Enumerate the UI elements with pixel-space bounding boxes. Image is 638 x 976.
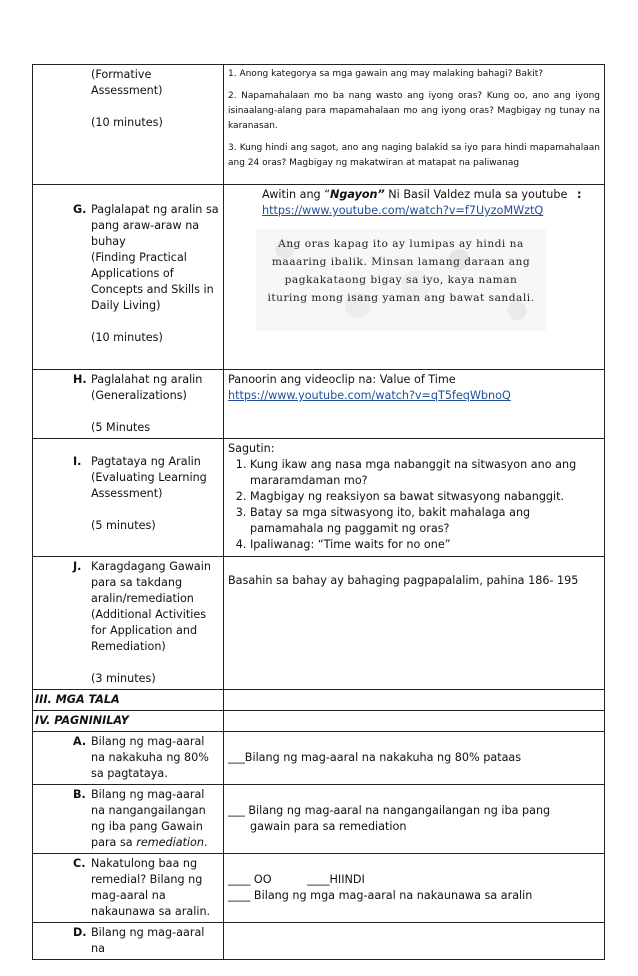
g-intro <box>262 187 600 203</box>
row-letter: D. <box>73 926 87 939</box>
table-row <box>33 690 605 711</box>
a-content-cell <box>224 732 605 785</box>
formative-questions-cell <box>224 65 605 185</box>
intro-colon: : <box>576 188 582 201</box>
empty-cell <box>224 923 605 960</box>
j-title: Karagdagang Gawain para sa takdang aralin/remediation (Additional Activities for Application and Remediation) <box>91 560 211 653</box>
j-left-cell <box>33 557 224 690</box>
a-title: Bilang ng mag-aaral na nakakuha ng 80% sa pagtataya. <box>91 735 209 780</box>
question-1: 1. Anong kategorya sa mga gawain ang may malaking bahagi? Bakit? <box>228 69 543 79</box>
i-title: Pagtataya ng Aralin (Evaluating Learning Assessment) <box>91 455 207 500</box>
b-title-end: . <box>203 836 208 849</box>
h-title: Paglalahat ng aralin (Generalizations) <box>91 373 203 402</box>
b-title: Bilang ng mag-aaral na nangangailangan ng iba pang Gawain para sa <box>91 788 206 849</box>
row-letter: A. <box>73 735 87 748</box>
list-item: 1. Kung ikaw ang nasa mga nabanggit na sitwasyon ano ang mararamdaman mo? <box>250 457 600 489</box>
row-letter: H. <box>73 373 87 386</box>
table-row <box>33 370 605 439</box>
table-row <box>33 185 605 370</box>
table-row <box>33 923 605 960</box>
table-row <box>33 732 605 785</box>
h-content-cell <box>224 370 605 439</box>
b-content-cell <box>224 785 605 854</box>
h-text: Panoorin ang videoclip na: Value of Time <box>228 373 456 386</box>
table-row <box>33 854 605 923</box>
youtube-link[interactable]: https://www.youtube.com/watch?v=qT5feqWbnoQ <box>228 389 511 402</box>
d-title: Bilang ng mag-aaral na <box>91 926 205 955</box>
a-text: ___Bilang ng mag-aaral na nakakuha ng 80% pataas <box>228 751 522 764</box>
list-item: 2. Magbigay ng reaksiyon sa bawat sitwasyong nabanggit. <box>250 489 600 505</box>
question-3: 3. Kung hindi ang sagot, ano ang naging balakid sa iyo para hindi mapamahalaan ang 24 oras? Magbigay ng makatwiran at matapat na paliwanag <box>228 143 600 168</box>
j-time: (3 minutes) <box>91 672 156 685</box>
g-title: Paglalapat ng aralin sa pang araw-araw na buhay <box>91 203 219 248</box>
b-title-italic: remediation <box>136 836 204 849</box>
section-heading: IV. PAGNINILAY <box>33 711 224 732</box>
c-left-cell <box>33 854 224 923</box>
banner-quote: Ang oras kapag ito ay lumipas ay hindi na maaaring ibalik. Minsan lamang daraan ang pagkakataong bigay sa iyo, kaya naman ituring mong isang yaman ang bawat sandali. <box>267 238 535 304</box>
i-time: (5 minutes) <box>91 519 156 532</box>
row-letter: C. <box>73 857 86 870</box>
row-letter: I. <box>73 455 82 468</box>
empty-cell <box>224 711 605 732</box>
h-time: (5 Minutes <box>91 421 151 434</box>
row-letter: J. <box>73 560 82 573</box>
intro-text: Ni Basil Valdez mula sa youtube <box>384 188 568 201</box>
g-time: (10 minutes) <box>91 331 163 344</box>
question-2: 2. Napamahalaan mo ba nang wasto ang iyong oras? Kung oo, ano ang iyong isinaalang-alang para mapamahalaan mo ang iyong oras? Magbigay ng tunay na karanasan. <box>228 91 600 131</box>
table-row <box>33 785 605 854</box>
table-row <box>33 439 605 557</box>
table-row <box>33 711 605 732</box>
h-left-cell <box>33 370 224 439</box>
quote-banner-image <box>256 229 546 331</box>
list-item: 3. Batay sa mga sitwasyong ito, bakit mahalaga ang pamamahala ng paggamit ng oras? <box>250 505 600 537</box>
g-subtitle: (Finding Practical Applications of Concepts and Skills in Daily Living) <box>91 251 214 312</box>
j-text: Basahin sa bahay ay bahaging pagpapalalim, pahina 186- 195 <box>228 574 579 587</box>
d-left-cell <box>33 923 224 960</box>
list-item: 4. Ipaliwanag: “Time waits for no one” <box>250 537 600 553</box>
c-line-1: ____ OO ____HIINDI <box>228 873 365 886</box>
j-content-cell <box>224 557 605 690</box>
table-row <box>33 557 605 690</box>
g-content-cell <box>224 185 605 370</box>
formative-left-cell <box>33 65 224 185</box>
row-letter: B. <box>73 788 86 801</box>
table-row <box>33 65 605 185</box>
lesson-plan-table <box>32 64 605 960</box>
a-left-cell <box>33 732 224 785</box>
formative-time: (10 minutes) <box>91 116 163 129</box>
i-left-cell <box>33 439 224 557</box>
youtube-link[interactable]: https://www.youtube.com/watch?v=f7UyzoMWztQ <box>262 204 544 217</box>
question-list <box>228 457 600 553</box>
row-letter: G. <box>73 203 87 216</box>
formative-line <box>91 99 219 115</box>
b-left-cell <box>33 785 224 854</box>
section-heading: III. MGA TALA <box>33 690 224 711</box>
song-title: Ngayon” <box>330 188 385 201</box>
i-content-cell <box>224 439 605 557</box>
empty-cell <box>224 690 605 711</box>
intro-text: Awitin ang “ <box>262 188 330 201</box>
g-left-cell <box>33 185 224 370</box>
b-text-1: ___ Bilang ng mag-aaral na nangangailangan ng iba pang <box>228 804 551 817</box>
c-title: Nakatulong baa ng remedial? Bilang ng mag-aaral na nakaunawa sa aralin. <box>91 857 211 918</box>
formative-line: (Formative <box>91 68 152 81</box>
c-line-2: ____ Bilang ng mga mag-aaral na nakaunawa sa aralin <box>228 889 533 902</box>
c-content-cell <box>224 854 605 923</box>
formative-line: Assessment) <box>91 84 163 97</box>
i-intro: Sagutin: <box>228 442 275 455</box>
b-text-2: gawain para sa remediation <box>250 820 407 833</box>
